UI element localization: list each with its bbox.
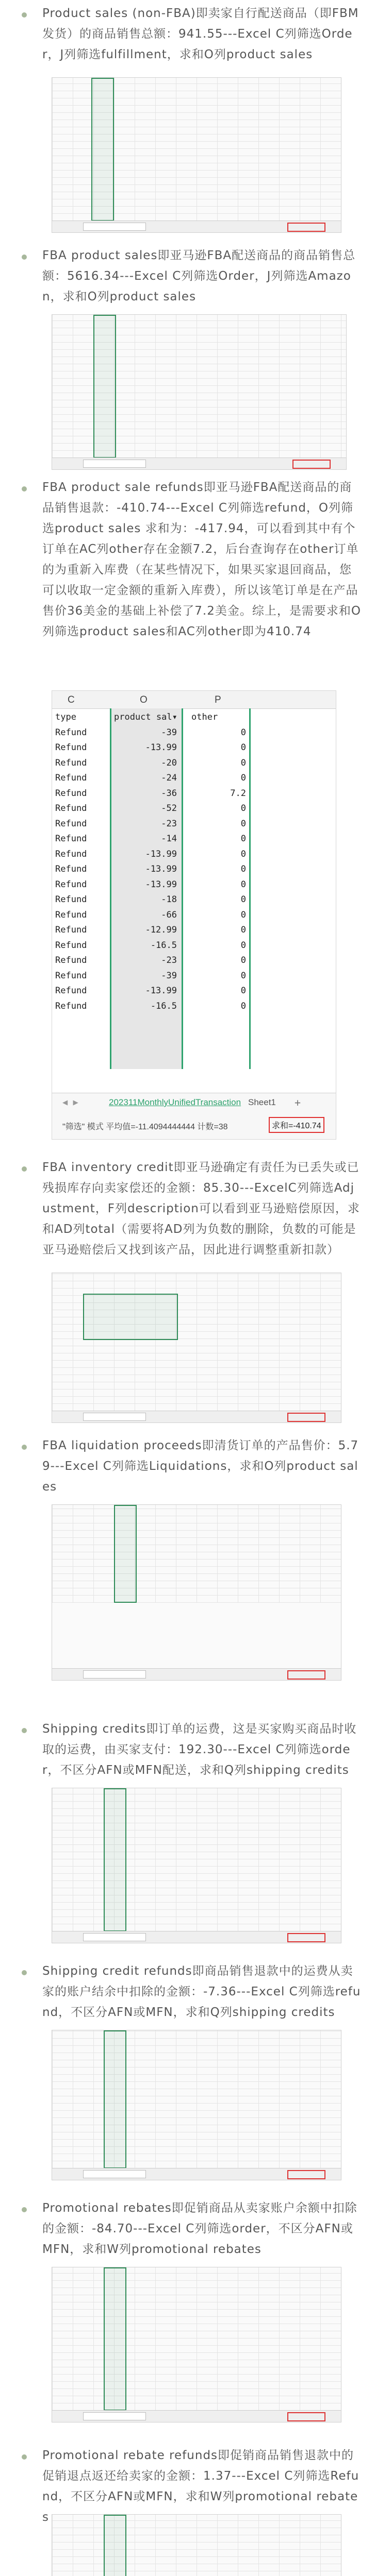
cell-type: Refund	[55, 849, 87, 859]
table-row	[52, 938, 336, 953]
highlighted-column	[114, 1505, 137, 1603]
cell-other: 0	[240, 727, 246, 738]
bullet-icon	[22, 1970, 27, 1975]
cell-other: 0	[240, 803, 246, 814]
cell-other: 0	[240, 818, 246, 829]
cell-other: 0	[240, 849, 246, 859]
sheet-grid	[52, 1505, 341, 1603]
cell-other: 0	[240, 864, 246, 874]
cell-product-sales: -24	[161, 773, 177, 783]
cell-product-sales: -39	[161, 970, 177, 981]
spreadsheet-screenshot	[52, 2267, 341, 2422]
table-row	[52, 998, 336, 1014]
sheet-rows	[52, 709, 336, 1013]
spreadsheet-screenshot	[52, 1788, 341, 1943]
cell-type: Refund	[55, 727, 87, 738]
sheet-tab-bar	[52, 457, 346, 469]
sheet-grid	[52, 2267, 341, 2411]
column-letter-o: O	[140, 694, 148, 705]
table-row	[52, 922, 336, 938]
bullet-icon	[22, 1728, 27, 1733]
sheet-nav-arrows-icon[interactable]: ◀ ▶	[62, 1097, 78, 1108]
table-row	[52, 786, 336, 801]
sheet-tab-bar	[52, 221, 341, 232]
table-row	[52, 861, 336, 877]
sum-box	[287, 1413, 325, 1422]
cell-type: Refund	[55, 925, 87, 935]
cell-product-sales: -16.5	[150, 1001, 177, 1011]
sheet-tab	[83, 2170, 146, 2178]
cell-other: 0	[240, 894, 246, 905]
sheet-tab-bar	[52, 1411, 341, 1422]
bullet-icon	[22, 255, 27, 260]
table-row	[52, 770, 336, 786]
cell-other: 0	[240, 970, 246, 981]
sheet-tab	[83, 223, 146, 231]
section-text: Shipping credit refunds即商品销售退款中的运费从卖家的账户结余中扣除的金额：-7.36---Excel C列筛选refund，不区分AFN或MFN，求和Q列shipping credits	[42, 1964, 361, 2019]
cell-type: Refund	[55, 955, 87, 965]
cell-product-sales: -12.99	[145, 925, 177, 935]
section-text: FBA inventory credit即亚马逊确定有责任为已丢失或已残损库存向卖家偿还的金额：85.30---ExcelC列筛选Adjustment，F列description可以看到亚马逊赔偿原因，求和AD列total（需要将AD列为负数的删除，负数的可能是亚马逊赔偿后又找到该产品，因此进行调整重新扣款）	[42, 1161, 360, 1257]
sum-box	[287, 223, 325, 232]
section-text: Product sales (non-FBA)即卖家自行配送商品（即FBM发货）的商品销售总额：941.55---Excel C列筛选Order，J列筛选fulfillment，求和O列product sales	[42, 7, 359, 61]
cell-type: Refund	[55, 879, 87, 890]
spreadsheet-screenshot	[52, 2030, 341, 2180]
table-row	[52, 816, 336, 832]
cell-product-sales: -23	[161, 955, 177, 965]
table-row	[52, 831, 336, 846]
spreadsheet-screenshot	[52, 314, 347, 470]
cell-product-sales: -18	[161, 894, 177, 905]
cell-other: 0	[240, 834, 246, 844]
table-row	[52, 968, 336, 984]
header-row	[52, 709, 336, 725]
highlighted-column	[104, 2267, 126, 2411]
sheet-tab	[83, 1933, 146, 1941]
cell-other: 0	[240, 879, 246, 890]
cell-other: 0	[240, 909, 246, 920]
column-letter-p: P	[215, 694, 221, 705]
header-product-sales[interactable]: product sal▾	[114, 712, 177, 722]
column-header-row	[52, 691, 336, 709]
highlighted-column	[93, 315, 116, 458]
bullet-icon	[22, 486, 27, 492]
cell-product-sales: -16.5	[150, 940, 177, 951]
section-text: Shipping credits即订单的运费，这是买家购买商品时收取的运费，由买家支付：192.30---Excel C列筛选order，不区分AFN或MFN配送，求和Q列shipping credits	[42, 1722, 357, 1777]
cell-other: 0	[240, 773, 246, 783]
cell-other: 7.2	[230, 788, 246, 799]
cell-type: Refund	[55, 970, 87, 981]
highlighted-column	[104, 2030, 126, 2168]
cell-product-sales: -39	[161, 727, 177, 738]
sum-box	[287, 1933, 325, 1942]
cell-type: Refund	[55, 864, 87, 874]
table-row	[52, 801, 336, 816]
sheet-grid	[52, 2515, 341, 2576]
sheet-tab-bar	[52, 1931, 341, 1943]
header-type: type	[55, 712, 76, 722]
cell-type: Refund	[55, 894, 87, 905]
section-text: Promotional rebates即促销商品从卖家账户余额中扣除的金额：-84.70---Excel C列筛选order，不区分AFN或MFN，求和W列promotional rebates	[42, 2201, 357, 2256]
header-other: other	[191, 712, 218, 722]
cell-type: Refund	[55, 803, 87, 814]
sum-box	[287, 2170, 325, 2179]
sheet-tab-bar	[52, 1668, 341, 1680]
cell-other: 0	[240, 925, 246, 935]
section-text: FBA product sale refunds即亚马逊FBA配送商品的商品销售退款：-410.74---Excel C列筛选refund，O列筛选product sales 求和为：-417.94，可以看到其中有个订单在AC列other存在金额7.2，后台查询存在other订单的为重新入库费（在某些情况下，如果买家退回商品，您可以收取一定金额的重新入库费），所以该笔订单是在产品售价36美金的基础上补偿了7.2美金。综上，是需要求和O列筛选product sales和AC列other即为410.74	[42, 481, 361, 638]
cell-type: Refund	[55, 909, 87, 920]
highlighted-column	[104, 1788, 126, 1931]
spreadsheet-screenshot	[52, 1273, 341, 1423]
spreadsheet-screenshot	[52, 77, 341, 233]
sheet-status-area	[52, 1093, 336, 1140]
cell-product-sales: -14	[161, 834, 177, 844]
table-row	[52, 892, 336, 907]
cell-product-sales: -20	[161, 757, 177, 768]
cell-product-sales: -13.99	[145, 742, 177, 753]
table-row	[52, 725, 336, 740]
refund-spreadsheet	[52, 690, 336, 1140]
cell-other: 0	[240, 742, 246, 753]
bullet-icon	[22, 12, 27, 18]
cell-type: Refund	[55, 986, 87, 996]
sheet-tab-bar	[52, 2410, 341, 2422]
table-row	[52, 755, 336, 771]
cell-other: 0	[240, 757, 246, 768]
cell-other: 0	[240, 955, 246, 965]
cell-product-sales: -13.99	[145, 849, 177, 859]
status-bar-stats: "筛选" 模式 平均值=-11.4094444444 计数=38	[62, 1123, 228, 1131]
table-row	[52, 877, 336, 892]
table-row	[52, 983, 336, 998]
sheet-tab	[83, 460, 146, 468]
bullet-icon	[22, 1445, 27, 1450]
cell-other: 0	[240, 940, 246, 951]
cell-other: 0	[240, 1001, 246, 1011]
sum-box	[292, 460, 331, 469]
cell-product-sales: -13.99	[145, 864, 177, 874]
column-letter-c: C	[68, 694, 75, 705]
cell-type: Refund	[55, 773, 87, 783]
section-text: FBA product sales即亚马逊FBA配送商品的商品销售总额：5616.34---Excel C列筛选Order，J列筛选Amazon，求和O列product sales	[42, 249, 356, 303]
cell-type: Refund	[55, 834, 87, 844]
cell-product-sales: -36	[161, 788, 177, 799]
bullet-icon	[22, 2207, 27, 2212]
cell-type: Refund	[55, 1001, 87, 1011]
sheet-tab-bar	[52, 2168, 341, 2180]
cell-product-sales: -13.99	[145, 879, 177, 890]
section-text: Promotional rebate refunds即促销商品销售退款中的促销退点返还给卖家的金额：1.37---Excel C列筛选Refund，不区分AFN或MFN，求和W列promotional rebates	[42, 2449, 360, 2524]
status-bar-sum: 求和=-410.74	[269, 1117, 324, 1133]
spreadsheet-screenshot	[52, 2514, 341, 2576]
cell-type: Refund	[55, 757, 87, 768]
highlighted-column	[83, 1294, 178, 1340]
sheet-grid	[52, 2030, 341, 2168]
table-row	[52, 740, 336, 755]
highlighted-column	[91, 78, 114, 221]
cell-product-sales: -23	[161, 818, 177, 829]
table-row	[52, 953, 336, 968]
sheet-grid	[52, 1788, 341, 1931]
cell-type: Refund	[55, 742, 87, 753]
sum-box	[287, 2412, 325, 2421]
cell-type: Refund	[55, 940, 87, 951]
highlighted-column	[104, 2515, 126, 2576]
sum-box	[287, 1670, 325, 1680]
table-row	[52, 846, 336, 862]
sheet-tab	[83, 2412, 146, 2420]
sheet-tab	[83, 1670, 146, 1679]
bullet-icon	[22, 1166, 27, 1172]
tab-monthly-unified-transaction[interactable]: 202311MonthlyUnifiedTransaction	[109, 1097, 241, 1107]
sheet-tab	[83, 1413, 146, 1421]
cell-product-sales: -13.99	[145, 986, 177, 996]
table-row	[52, 907, 336, 923]
spreadsheet-screenshot	[52, 1504, 341, 1681]
cell-type: Refund	[55, 818, 87, 829]
cell-product-sales: -66	[161, 909, 177, 920]
cell-type: Refund	[55, 788, 87, 799]
cell-product-sales: -52	[161, 803, 177, 814]
add-sheet-icon[interactable]: +	[295, 1096, 301, 1109]
cell-other: 0	[240, 986, 246, 996]
section-text: FBA liquidation proceeds即清货订单的产品售价：5.79---Excel C列筛选Liquidations，求和O列product sales	[42, 1439, 359, 1494]
tab-sheet1[interactable]: Sheet1	[248, 1097, 276, 1107]
bullet-icon	[22, 2454, 27, 2460]
